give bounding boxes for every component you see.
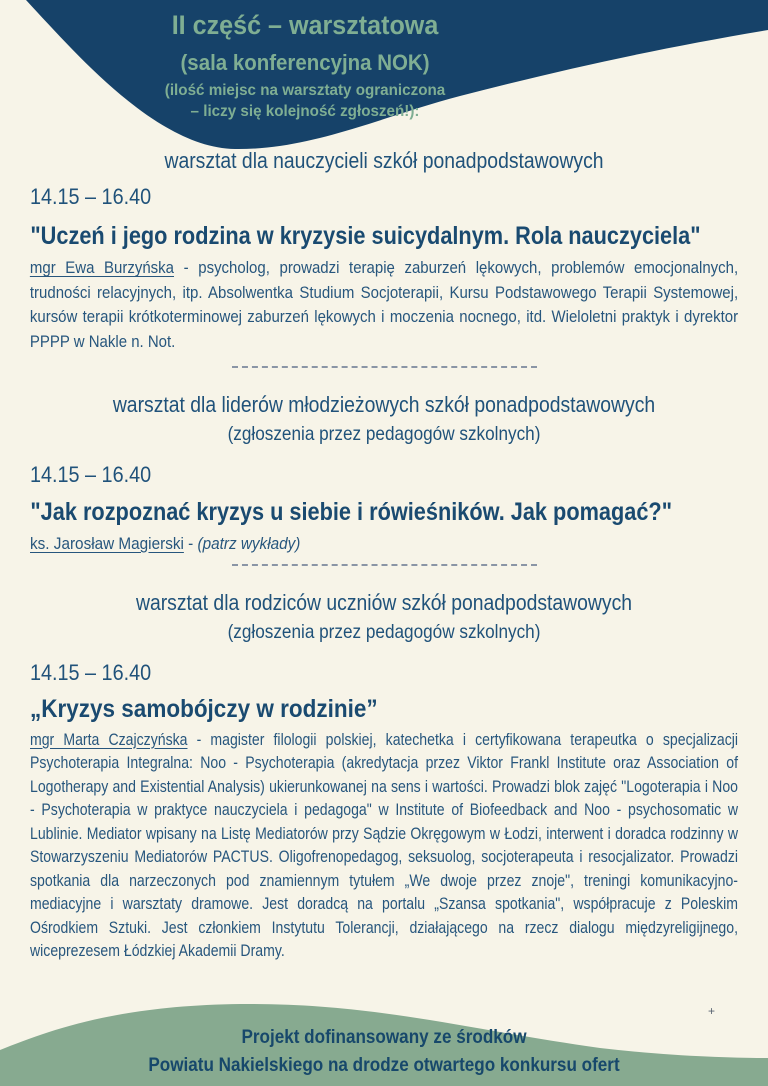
presenter-bio-paragraph: [30, 729, 738, 964]
presenter-note: (patrz wykłady): [197, 534, 301, 553]
separator: -: [187, 730, 211, 749]
presenter-bio: psycholog, prowadzi terapię zaburzeń lękowych, problemów emocjonalnych, trudności relacyjnych, itp. Absolwentka Studium Socjoterapii, Kursu Podstawowego Terapii Systemowej, kursów terapii krótkoterminowej zaburzeń lękowych i moczenia nocnego, itd. Wieloletni praktyk i dyrektor PPPP w Nakle n. Not.: [29, 259, 739, 351]
presenter-bio-paragraph: [30, 256, 738, 354]
page-title: II część – warsztatowa: [171, 10, 439, 40]
section-teachers-workshop: [30, 146, 738, 368]
presenter-name: mgr Marta Czajczyńska: [30, 730, 188, 749]
section-subheading: (zgłoszenia przez pedagogów szkolnych): [227, 423, 541, 445]
footer-line1: Projekt dofinansowany ze środków: [241, 1027, 527, 1048]
section-heading: warsztat dla liderów młodzieżowych szkół ponadpodstawowych: [112, 392, 656, 417]
presenter-name: ks. Jarosław Magierski: [30, 534, 184, 553]
footer-line2: Powiatu Nakielskiego na drodze otwartego konkursu ofert: [148, 1055, 620, 1076]
workshop-title: „Kryzys samobójczy w rodzinie”: [30, 694, 378, 723]
section-youth-leaders-workshop: [30, 390, 738, 566]
presenter-bio: magister filologii polskiej, katechetka i certyfikowana terapeutka o specjalizacji Psychoterapia Integralna: Noo - Psychoterapia (akredytacja przez Viktor Frankl Institute oraz Association of Logotherapy and Existential Analysis) ukierunkowanej na sens i wartości. Prowadzi blok zajęć "Logoterapia i Noo - Psychoterapia w praktyce nauczyciela i pedagoga" w Institute of Biofeedback and Noo - psychosomatic w Lublinie. Mediator wpisany na Listę Mediatorów przy Sądzie Okręgowym w Łodzi, interwent i doradca rodzinny w Stowarzyszeniu Mediatorów PACTUS. Oligofrenopedagog, seksuolog, socjoterapeuta i resocjalizator. Prowadzi spotkania dla narzeczonych pod znamiennym tytułem „We dwoje przez znoje", treningi komunikacyjno-mediacyjne i warsztaty dramowe. Jest doradcą na portalu „Szansa spotkania", współpracuje z Poleskim Ośrodkiem Sztuki. Jest członkiem Instytutu Tolerancji, działającego na rzecz dialogu międzyreligijnego, wiceprezesem Łódzkiej Akademii Dramy.: [30, 730, 738, 960]
separator: -: [183, 534, 198, 553]
separator: -: [174, 259, 199, 277]
header-note-line1: (ilość miejsc na warsztaty ograniczona: [164, 82, 446, 99]
section-divider: [232, 564, 537, 566]
section-parents-workshop: [30, 588, 738, 964]
section-subheading: (zgłoszenia przez pedagogów szkolnych): [227, 620, 541, 643]
section-divider: [232, 366, 537, 368]
header-note-line2: – liczy się kolejność zgłoszeń!):: [190, 103, 420, 120]
footer: [0, 1000, 768, 1086]
time-range: 14.15 – 16.40: [30, 462, 152, 487]
plus-mark: +: [708, 1004, 716, 1018]
section-heading: warsztat dla nauczycieli szkół ponadpodstawowych: [164, 148, 604, 173]
header-text-block: [0, 8, 610, 122]
footer-text-block: [38, 1024, 729, 1080]
presenter-line: [30, 532, 667, 557]
section-heading: warsztat dla rodziców uczniów szkół ponadpodstawowych: [135, 589, 633, 615]
workshop-title: "Jak rozpoznać kryzys u siebie i rówieśników. Jak pomagać?": [29, 498, 672, 526]
time-range: 14.15 – 16.40: [30, 659, 152, 685]
presenter-name: mgr Ewa Burzyńska: [29, 259, 175, 277]
workshop-title: "Uczeń i jego rodzina w kryzysie suicydalnym. Rola nauczyciela": [29, 222, 701, 250]
header-subtitle: (sala konferencyjna NOK): [180, 50, 430, 75]
time-range: 14.15 – 16.40: [30, 184, 152, 209]
